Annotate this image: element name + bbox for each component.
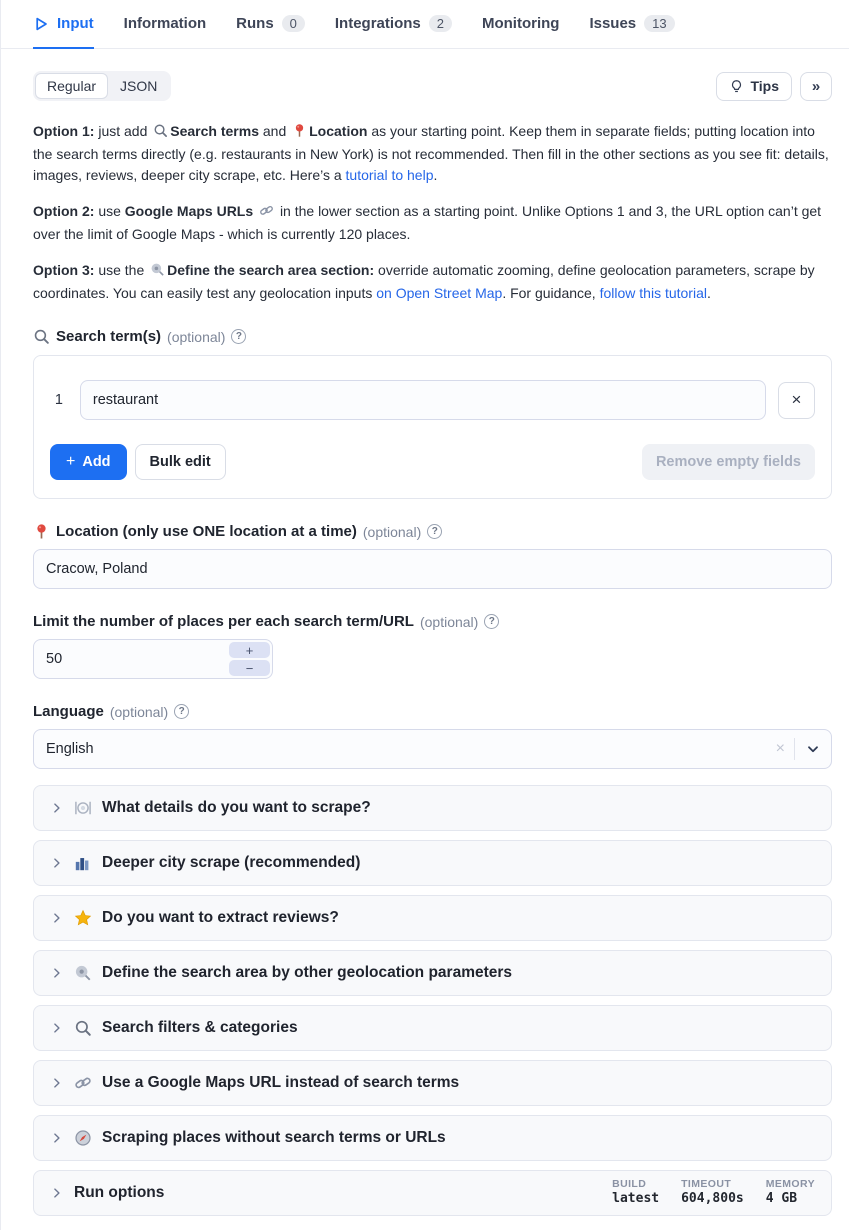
play-icon [33, 16, 49, 32]
plus-icon: + [66, 453, 76, 470]
tab-label: Information [123, 15, 207, 32]
section-details-to-scrape[interactable] [33, 785, 832, 831]
section-title: Do you want to extract reviews? [102, 909, 339, 926]
collapse-panel-button[interactable] [800, 72, 832, 101]
section-extract-reviews[interactable] [33, 895, 832, 941]
tab-integrations[interactable] [335, 0, 452, 49]
option3-bold-define-area: Define the search area section: [167, 262, 375, 278]
input-toolbar [33, 71, 832, 101]
view-mode-regular[interactable]: Regular [35, 73, 108, 99]
add-label: Add [82, 454, 111, 470]
add-term-button[interactable] [50, 444, 127, 480]
option2-bold-urls: Google Maps URLs [124, 203, 254, 219]
section-title: Define the search area by other geolocation parameters [102, 964, 513, 981]
link-icon [74, 1074, 92, 1092]
chevron-right-icon [50, 1076, 64, 1090]
section-deeper-city-scrape[interactable] [33, 840, 832, 886]
help-tooltip-icon[interactable]: ? [427, 524, 442, 539]
tab-label: Monitoring [481, 15, 560, 32]
build-meta [612, 1178, 659, 1209]
pin-icon [292, 123, 307, 144]
runs-count-badge: 0 [282, 15, 305, 32]
link-icon [259, 203, 274, 224]
option3-lead: Option 3: [33, 262, 95, 278]
chevron-right-icon [50, 1021, 64, 1035]
tab-information[interactable] [124, 0, 207, 49]
chevron-right-icon [50, 911, 64, 925]
memory-label: MEMORY [765, 1177, 815, 1190]
timeout-label: TIMEOUT [681, 1177, 732, 1190]
row-index: 1 [54, 392, 63, 408]
option1-text: . [433, 167, 438, 183]
location-label-row [33, 523, 832, 540]
bulk-edit-button[interactable]: Bulk edit [135, 444, 226, 480]
tips-button[interactable] [716, 72, 792, 101]
search-term-row [50, 380, 815, 420]
open-street-map-link[interactable]: on Open Street Map [376, 285, 503, 301]
remove-row-button[interactable] [778, 382, 815, 419]
plate-icon [74, 799, 92, 817]
language-select[interactable] [33, 729, 832, 769]
cityscape-icon [74, 854, 92, 872]
tab-bar [1, 0, 849, 49]
search-terms-label-row [33, 328, 832, 345]
section-title: What details do you want to scrape? [102, 799, 371, 816]
tutorial-to-help-link[interactable]: tutorial to help [345, 167, 434, 183]
section-define-search-area[interactable] [33, 950, 832, 996]
option3-text: override automatic zooming, define geolocation parameters, scrape by coordinates. You can easily test any geolocation inputs [33, 262, 815, 301]
help-tooltip-icon[interactable]: ? [174, 704, 189, 719]
language-label: Language [33, 703, 104, 720]
option1-lead: Option 1: [33, 123, 95, 139]
max-places-field [33, 639, 273, 679]
tab-label: Runs [236, 15, 274, 32]
search-icon [153, 123, 168, 144]
satellite-icon [150, 262, 165, 283]
search-terms-card [33, 355, 832, 499]
memory-value: 4 GB [765, 1191, 798, 1207]
help-tooltip-icon[interactable]: ? [231, 329, 246, 344]
integrations-count-badge: 2 [429, 15, 452, 32]
close-icon: × [791, 390, 802, 409]
chevron-down-icon[interactable] [795, 741, 821, 757]
option1-bold-location: Location [309, 123, 368, 139]
view-mode-toggle [33, 71, 171, 101]
option3-text: . For guidance, [502, 285, 596, 301]
chevron-right-icon [50, 856, 64, 870]
option1-paragraph [33, 121, 832, 186]
location-label: Location (only use ONE location at a time) [56, 523, 357, 540]
section-run-options[interactable] [33, 1170, 832, 1216]
decrement-button[interactable]: − [229, 660, 270, 676]
tips-label: Tips [750, 78, 779, 94]
build-label: BUILD [612, 1177, 647, 1190]
pin-icon [33, 523, 50, 540]
option3-text: use the [98, 262, 145, 278]
option1-text: and [262, 123, 287, 139]
option1-bold-search-terms: Search terms [170, 123, 259, 139]
satellite-icon [74, 964, 92, 982]
section-title: Run options [74, 1184, 165, 1201]
build-value: latest [612, 1191, 660, 1207]
search-icon [74, 1019, 92, 1037]
view-mode-json[interactable]: JSON [120, 78, 158, 94]
chevron-right-icon [50, 966, 64, 980]
language-label-row [33, 703, 832, 720]
increment-button[interactable]: + [229, 642, 270, 658]
run-options-meta [612, 1178, 815, 1209]
section-search-filters[interactable] [33, 1005, 832, 1051]
option2-lead: Option 2: [33, 203, 95, 219]
timeout-meta [681, 1178, 744, 1209]
option3-text: . [706, 285, 711, 301]
option2-paragraph [33, 201, 832, 245]
toolbar-right [716, 72, 832, 101]
search-terms-actions [50, 444, 815, 480]
timeout-value: 604,800s [681, 1191, 744, 1207]
remove-empty-fields-button[interactable]: Remove empty fields [642, 444, 815, 480]
option2-text: use [98, 203, 121, 219]
optional-hint: (optional) [362, 523, 422, 540]
collapsible-sections [33, 785, 832, 1216]
option2-text: in the lower section as a starting point. Unlike Options 1 and 3, the URL option can’t get over the limit of Google Maps - which is currently 120 places. [33, 203, 822, 242]
clear-selection-icon[interactable]: × [775, 740, 785, 757]
memory-meta [766, 1178, 815, 1209]
max-places-label: Limit the number of places per each search term/URL [33, 613, 414, 630]
tab-label: Integrations [334, 15, 421, 32]
chevron-right-icon [50, 801, 64, 815]
help-tooltip-icon[interactable]: ? [484, 614, 499, 629]
section-title: Deeper city scrape (recommended) [102, 854, 361, 871]
section-title: Use a Google Maps URL instead of search terms [102, 1074, 460, 1091]
optional-hint: (optional) [109, 703, 169, 720]
issues-count-badge: 13 [644, 15, 674, 32]
tab-issues[interactable] [589, 0, 674, 49]
tab-monitoring[interactable] [482, 0, 559, 49]
max-places-label-row [33, 613, 832, 630]
option3-paragraph [33, 260, 832, 304]
search-icon [33, 328, 50, 345]
chevron-right-icon [50, 1186, 64, 1200]
lightbulb-icon [729, 79, 744, 94]
chevron-right-icon [50, 1131, 64, 1145]
tab-label: Issues [589, 15, 637, 32]
optional-hint: (optional) [419, 613, 479, 630]
option1-text: just add [98, 123, 148, 139]
location-input[interactable] [33, 549, 832, 589]
section-title: Search filters & categories [102, 1019, 298, 1036]
number-stepper [229, 642, 270, 676]
star-icon [74, 909, 92, 927]
section-google-maps-url[interactable] [33, 1060, 832, 1106]
double-chevron-icon: » [811, 77, 821, 95]
language-selected-value: English [46, 741, 94, 757]
search-term-input[interactable] [80, 380, 766, 420]
tab-label: Input [57, 15, 94, 32]
tab-input[interactable] [33, 0, 94, 49]
optional-hint: (optional) [167, 328, 226, 345]
section-scrape-without-terms[interactable] [33, 1115, 832, 1161]
tab-runs[interactable] [236, 0, 305, 49]
compass-icon [74, 1129, 92, 1147]
option1-text: as your starting point. Keep them in separate fields; putting location into the search terms directly (e.g. restaurants in New York) is not recommended. Then fill in the other sections as you see fit: details, images, reviews, deeper city scrape, etc. Here’s a [33, 123, 829, 183]
follow-tutorial-link[interactable]: follow this tutorial [599, 285, 707, 301]
section-title: Scraping places without search terms or URLs [102, 1129, 446, 1146]
search-terms-label: Search term(s) [56, 328, 162, 345]
